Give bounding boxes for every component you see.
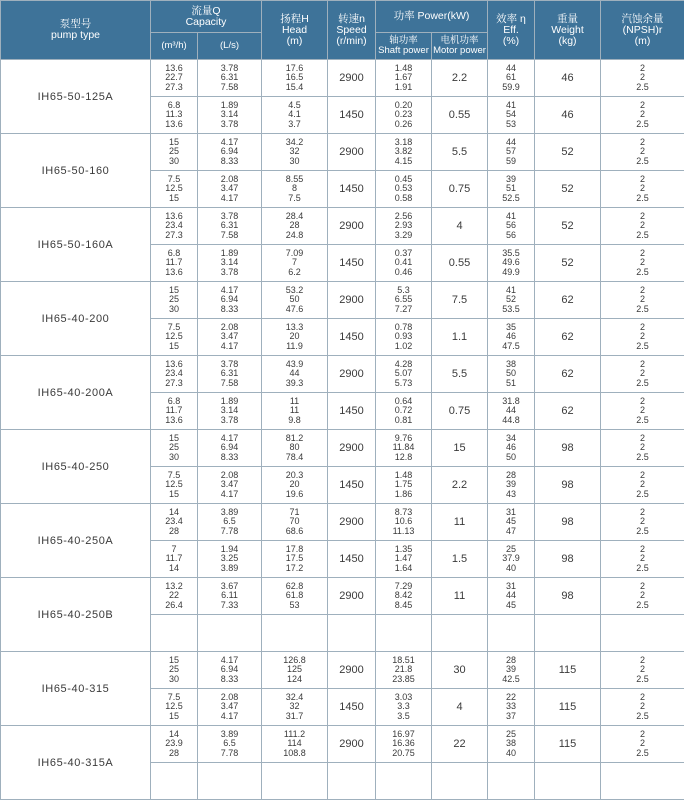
head-cell: 28.4 28 24.8	[262, 208, 328, 245]
head-cell: 17.8 17.5 17.2	[262, 541, 328, 578]
header-head: 扬程H Head (m)	[262, 1, 328, 60]
head-cell: 71 70 68.6	[262, 504, 328, 541]
table-row	[1, 282, 684, 319]
efficiency-cell: 28 39 43	[488, 467, 535, 504]
empty-cell	[488, 615, 535, 652]
motor-power-cell: 4	[432, 208, 488, 245]
speed-cell: 2900	[328, 504, 376, 541]
motor-power-cell: 1.5	[432, 541, 488, 578]
npsh-cell: 2 2 2.5	[601, 171, 684, 208]
capacity-ls-cell: 1.94 3.25 3.89	[198, 541, 262, 578]
motor-power-cell: 1.1	[432, 319, 488, 356]
shaft-power-cell: 18.51 21.8 23.85	[376, 652, 432, 689]
speed-cell: 1450	[328, 393, 376, 430]
shaft-power-cell: 7.29 8.42 8.45	[376, 578, 432, 615]
weight-cell: 52	[535, 245, 601, 282]
shaft-power-cell: 2.56 2.93 3.29	[376, 208, 432, 245]
speed-cell: 1450	[328, 171, 376, 208]
npsh-cell: 2 2 2.5	[601, 60, 684, 97]
weight-cell: 98	[535, 504, 601, 541]
motor-power-cell: 5.5	[432, 134, 488, 171]
header-shaft-power: 轴功率 Shaft power	[376, 33, 432, 60]
empty-cell	[262, 763, 328, 800]
npsh-cell: 2 2 2.5	[601, 652, 684, 689]
empty-cell	[488, 763, 535, 800]
capacity-ls-cell: 4.17 6.94 8.33	[198, 652, 262, 689]
speed-cell: 2900	[328, 726, 376, 763]
empty-cell	[376, 615, 432, 652]
efficiency-cell: 41 52 53.5	[488, 282, 535, 319]
speed-cell: 2900	[328, 578, 376, 615]
header-unit-ls: (L/s)	[198, 33, 262, 60]
motor-power-cell: 0.55	[432, 245, 488, 282]
efficiency-cell: 31.8 44 44.8	[488, 393, 535, 430]
head-cell: 62.8 61.8 53	[262, 578, 328, 615]
npsh-cell: 2 2 2.5	[601, 430, 684, 467]
efficiency-cell: 44 61 59.9	[488, 60, 535, 97]
weight-cell: 115	[535, 652, 601, 689]
capacity-m3h-cell: 15 25 30	[151, 430, 198, 467]
empty-cell	[376, 763, 432, 800]
head-cell: 32.4 32 31.7	[262, 689, 328, 726]
table-row	[1, 726, 684, 763]
capacity-m3h-cell: 15 25 30	[151, 652, 198, 689]
efficiency-cell: 38 50 51	[488, 356, 535, 393]
empty-cell	[262, 615, 328, 652]
capacity-m3h-cell: 14 23.4 28	[151, 504, 198, 541]
shaft-power-cell: 3.18 3.82 4.15	[376, 134, 432, 171]
motor-power-cell: 0.75	[432, 171, 488, 208]
shaft-power-cell: 1.48 1.67 1.91	[376, 60, 432, 97]
capacity-m3h-cell: 6.8 11.3 13.6	[151, 97, 198, 134]
weight-cell: 62	[535, 356, 601, 393]
header-npsh: 汽蚀余量 (NPSH)r (m)	[601, 1, 684, 60]
spec-table-body	[1, 60, 684, 800]
speed-cell: 1450	[328, 689, 376, 726]
motor-power-cell: 22	[432, 726, 488, 763]
table-row	[1, 208, 684, 245]
speed-cell: 1450	[328, 467, 376, 504]
pump-model-cell: IH65-50-160A	[1, 208, 151, 282]
shaft-power-cell: 1.35 1.47 1.64	[376, 541, 432, 578]
capacity-m3h-cell: 7 11.7 14	[151, 541, 198, 578]
empty-cell	[328, 763, 376, 800]
speed-cell: 2900	[328, 208, 376, 245]
capacity-m3h-cell: 14 23.9 28	[151, 726, 198, 763]
head-cell: 20.3 20 19.6	[262, 467, 328, 504]
capacity-m3h-cell: 7.5 12.5 15	[151, 467, 198, 504]
motor-power-cell: 11	[432, 578, 488, 615]
header-power: 功率 Power(kW)	[376, 1, 488, 33]
capacity-ls-cell: 1.89 3.14 3.78	[198, 245, 262, 282]
capacity-m3h-cell: 15 25 30	[151, 282, 198, 319]
npsh-cell: 2 2 2.5	[601, 97, 684, 134]
capacity-m3h-cell: 13.6 22.7 27.3	[151, 60, 198, 97]
empty-cell	[151, 615, 198, 652]
shaft-power-cell: 9.76 11.84 12.8	[376, 430, 432, 467]
pump-model-cell: IH65-40-315	[1, 652, 151, 726]
pump-model-cell: IH65-50-160	[1, 134, 151, 208]
empty-cell	[328, 615, 376, 652]
pump-model-cell: IH65-40-200A	[1, 356, 151, 430]
capacity-m3h-cell: 7.5 12.5 15	[151, 319, 198, 356]
capacity-ls-cell: 2.08 3.47 4.17	[198, 467, 262, 504]
table-row	[1, 578, 684, 615]
capacity-m3h-cell: 13.2 22 26.4	[151, 578, 198, 615]
header-speed: 转速n Speed (r/min)	[328, 1, 376, 60]
efficiency-cell: 22 33 37	[488, 689, 535, 726]
npsh-cell: 2 2 2.5	[601, 134, 684, 171]
motor-power-cell: 7.5	[432, 282, 488, 319]
npsh-cell: 2 2 2.5	[601, 393, 684, 430]
empty-cell	[535, 615, 601, 652]
head-cell: 126.8 125 124	[262, 652, 328, 689]
efficiency-cell: 31 45 47	[488, 504, 535, 541]
capacity-m3h-cell: 15 25 30	[151, 134, 198, 171]
efficiency-cell: 44 57 59	[488, 134, 535, 171]
weight-cell: 62	[535, 319, 601, 356]
speed-cell: 1450	[328, 97, 376, 134]
shaft-power-cell: 4.28 5.07 5.73	[376, 356, 432, 393]
weight-cell: 46	[535, 60, 601, 97]
weight-cell: 98	[535, 578, 601, 615]
weight-cell: 98	[535, 467, 601, 504]
speed-cell: 1450	[328, 245, 376, 282]
speed-cell: 2900	[328, 60, 376, 97]
efficiency-cell: 25 37.9 40	[488, 541, 535, 578]
pump-model-cell: IH65-50-125A	[1, 60, 151, 134]
weight-cell: 52	[535, 208, 601, 245]
efficiency-cell: 41 54 53	[488, 97, 535, 134]
capacity-ls-cell: 4.17 6.94 8.33	[198, 282, 262, 319]
header-unit-m3h: (m³/h)	[151, 33, 198, 60]
shaft-power-cell: 1.48 1.75 1.86	[376, 467, 432, 504]
weight-cell: 62	[535, 282, 601, 319]
head-cell: 34.2 32 30	[262, 134, 328, 171]
empty-cell	[601, 763, 684, 800]
head-cell: 4.5 4.1 3.7	[262, 97, 328, 134]
motor-power-cell: 0.75	[432, 393, 488, 430]
head-cell: 53.2 50 47.6	[262, 282, 328, 319]
weight-cell: 46	[535, 97, 601, 134]
pump-model-cell: IH65-40-315A	[1, 726, 151, 800]
capacity-m3h-cell: 6.8 11.7 13.6	[151, 393, 198, 430]
shaft-power-cell: 0.64 0.72 0.81	[376, 393, 432, 430]
weight-cell: 115	[535, 689, 601, 726]
header-capacity: 流量Q Capacity	[151, 1, 262, 33]
speed-cell: 2900	[328, 430, 376, 467]
capacity-m3h-cell: 7.5 12.5 15	[151, 171, 198, 208]
capacity-ls-cell: 1.89 3.14 3.78	[198, 97, 262, 134]
capacity-ls-cell: 2.08 3.47 4.17	[198, 689, 262, 726]
head-cell: 111.2 114 108.8	[262, 726, 328, 763]
npsh-cell: 2 2 2.5	[601, 319, 684, 356]
capacity-ls-cell: 3.67 6.11 7.33	[198, 578, 262, 615]
speed-cell: 2900	[328, 356, 376, 393]
motor-power-cell: 15	[432, 430, 488, 467]
head-cell: 8.55 8 7.5	[262, 171, 328, 208]
weight-cell: 62	[535, 393, 601, 430]
head-cell: 13.3 20 11.9	[262, 319, 328, 356]
capacity-ls-cell: 3.78 6.31 7.58	[198, 356, 262, 393]
weight-cell: 52	[535, 171, 601, 208]
npsh-cell: 2 2 2.5	[601, 245, 684, 282]
capacity-ls-cell: 4.17 6.94 8.33	[198, 134, 262, 171]
capacity-m3h-cell: 7.5 12.5 15	[151, 689, 198, 726]
header-efficiency: 效率 η Eff. (%)	[488, 1, 535, 60]
pump-model-cell: IH65-40-200	[1, 282, 151, 356]
header-motor-power: 电机功率 Motor power	[432, 33, 488, 60]
capacity-ls-cell: 3.78 6.31 7.58	[198, 208, 262, 245]
motor-power-cell: 2.2	[432, 60, 488, 97]
weight-cell: 98	[535, 430, 601, 467]
shaft-power-cell: 0.20 0.23 0.26	[376, 97, 432, 134]
npsh-cell: 2 2 2.5	[601, 356, 684, 393]
motor-power-cell: 2.2	[432, 467, 488, 504]
npsh-cell: 2 2 2.5	[601, 467, 684, 504]
motor-power-cell: 4	[432, 689, 488, 726]
header-pump-type: 泵型号 pump type	[1, 1, 151, 60]
head-cell: 43.9 44 39.3	[262, 356, 328, 393]
empty-cell	[535, 763, 601, 800]
motor-power-cell: 30	[432, 652, 488, 689]
table-row	[1, 356, 684, 393]
npsh-cell: 2 2 2.5	[601, 689, 684, 726]
npsh-cell: 2 2 2.5	[601, 541, 684, 578]
npsh-cell: 2 2 2.5	[601, 504, 684, 541]
shaft-power-cell: 0.78 0.93 1.02	[376, 319, 432, 356]
npsh-cell: 2 2 2.5	[601, 282, 684, 319]
head-cell: 7.09 7 6.2	[262, 245, 328, 282]
efficiency-cell: 39 51 52.5	[488, 171, 535, 208]
capacity-m3h-cell: 13.6 23.4 27.3	[151, 356, 198, 393]
efficiency-cell: 35.5 49.6 49.9	[488, 245, 535, 282]
npsh-cell: 2 2 2.5	[601, 578, 684, 615]
capacity-ls-cell: 3.89 6.5 7.78	[198, 504, 262, 541]
motor-power-cell: 11	[432, 504, 488, 541]
capacity-ls-cell: 2.08 3.47 4.17	[198, 319, 262, 356]
empty-cell	[601, 615, 684, 652]
header-weight: 重量 Weight (kg)	[535, 1, 601, 60]
shaft-power-cell: 0.37 0.41 0.46	[376, 245, 432, 282]
capacity-m3h-cell: 13.6 23.4 27.3	[151, 208, 198, 245]
speed-cell: 1450	[328, 541, 376, 578]
capacity-m3h-cell: 6.8 11.7 13.6	[151, 245, 198, 282]
table-row	[1, 430, 684, 467]
efficiency-cell: 41 56 56	[488, 208, 535, 245]
table-row	[1, 60, 684, 97]
motor-power-cell: 0.55	[432, 97, 488, 134]
pump-model-cell: IH65-40-250B	[1, 578, 151, 652]
speed-cell: 1450	[328, 319, 376, 356]
speed-cell: 2900	[328, 282, 376, 319]
pump-model-cell: IH65-40-250	[1, 430, 151, 504]
motor-power-cell: 5.5	[432, 356, 488, 393]
table-row	[1, 134, 684, 171]
shaft-power-cell: 16.97 16.36 20.75	[376, 726, 432, 763]
empty-cell	[198, 615, 262, 652]
table-row	[1, 652, 684, 689]
capacity-ls-cell: 4.17 6.94 8.33	[198, 430, 262, 467]
head-cell: 11 11 9.8	[262, 393, 328, 430]
empty-cell	[151, 763, 198, 800]
empty-cell	[198, 763, 262, 800]
head-cell: 17.6 16.5 15.4	[262, 60, 328, 97]
pump-model-cell: IH65-40-250A	[1, 504, 151, 578]
weight-cell: 52	[535, 134, 601, 171]
shaft-power-cell: 5.3 6.55 7.27	[376, 282, 432, 319]
shaft-power-cell: 3.03 3.3 3.5	[376, 689, 432, 726]
efficiency-cell: 25 38 40	[488, 726, 535, 763]
shaft-power-cell: 0.45 0.53 0.58	[376, 171, 432, 208]
capacity-ls-cell: 2.08 3.47 4.17	[198, 171, 262, 208]
weight-cell: 115	[535, 726, 601, 763]
speed-cell: 2900	[328, 652, 376, 689]
efficiency-cell: 31 44 45	[488, 578, 535, 615]
empty-cell	[432, 763, 488, 800]
capacity-ls-cell: 3.89 6.5 7.78	[198, 726, 262, 763]
speed-cell: 2900	[328, 134, 376, 171]
weight-cell: 98	[535, 541, 601, 578]
shaft-power-cell: 8.73 10.6 11.13	[376, 504, 432, 541]
head-cell: 81.2 80 78.4	[262, 430, 328, 467]
efficiency-cell: 34 46 50	[488, 430, 535, 467]
capacity-ls-cell: 1.89 3.14 3.78	[198, 393, 262, 430]
empty-cell	[432, 615, 488, 652]
npsh-cell: 2 2 2.5	[601, 208, 684, 245]
efficiency-cell: 28 39 42.5	[488, 652, 535, 689]
npsh-cell: 2 2 2.5	[601, 726, 684, 763]
capacity-ls-cell: 3.78 6.31 7.58	[198, 60, 262, 97]
efficiency-cell: 35 46 47.5	[488, 319, 535, 356]
table-row	[1, 504, 684, 541]
